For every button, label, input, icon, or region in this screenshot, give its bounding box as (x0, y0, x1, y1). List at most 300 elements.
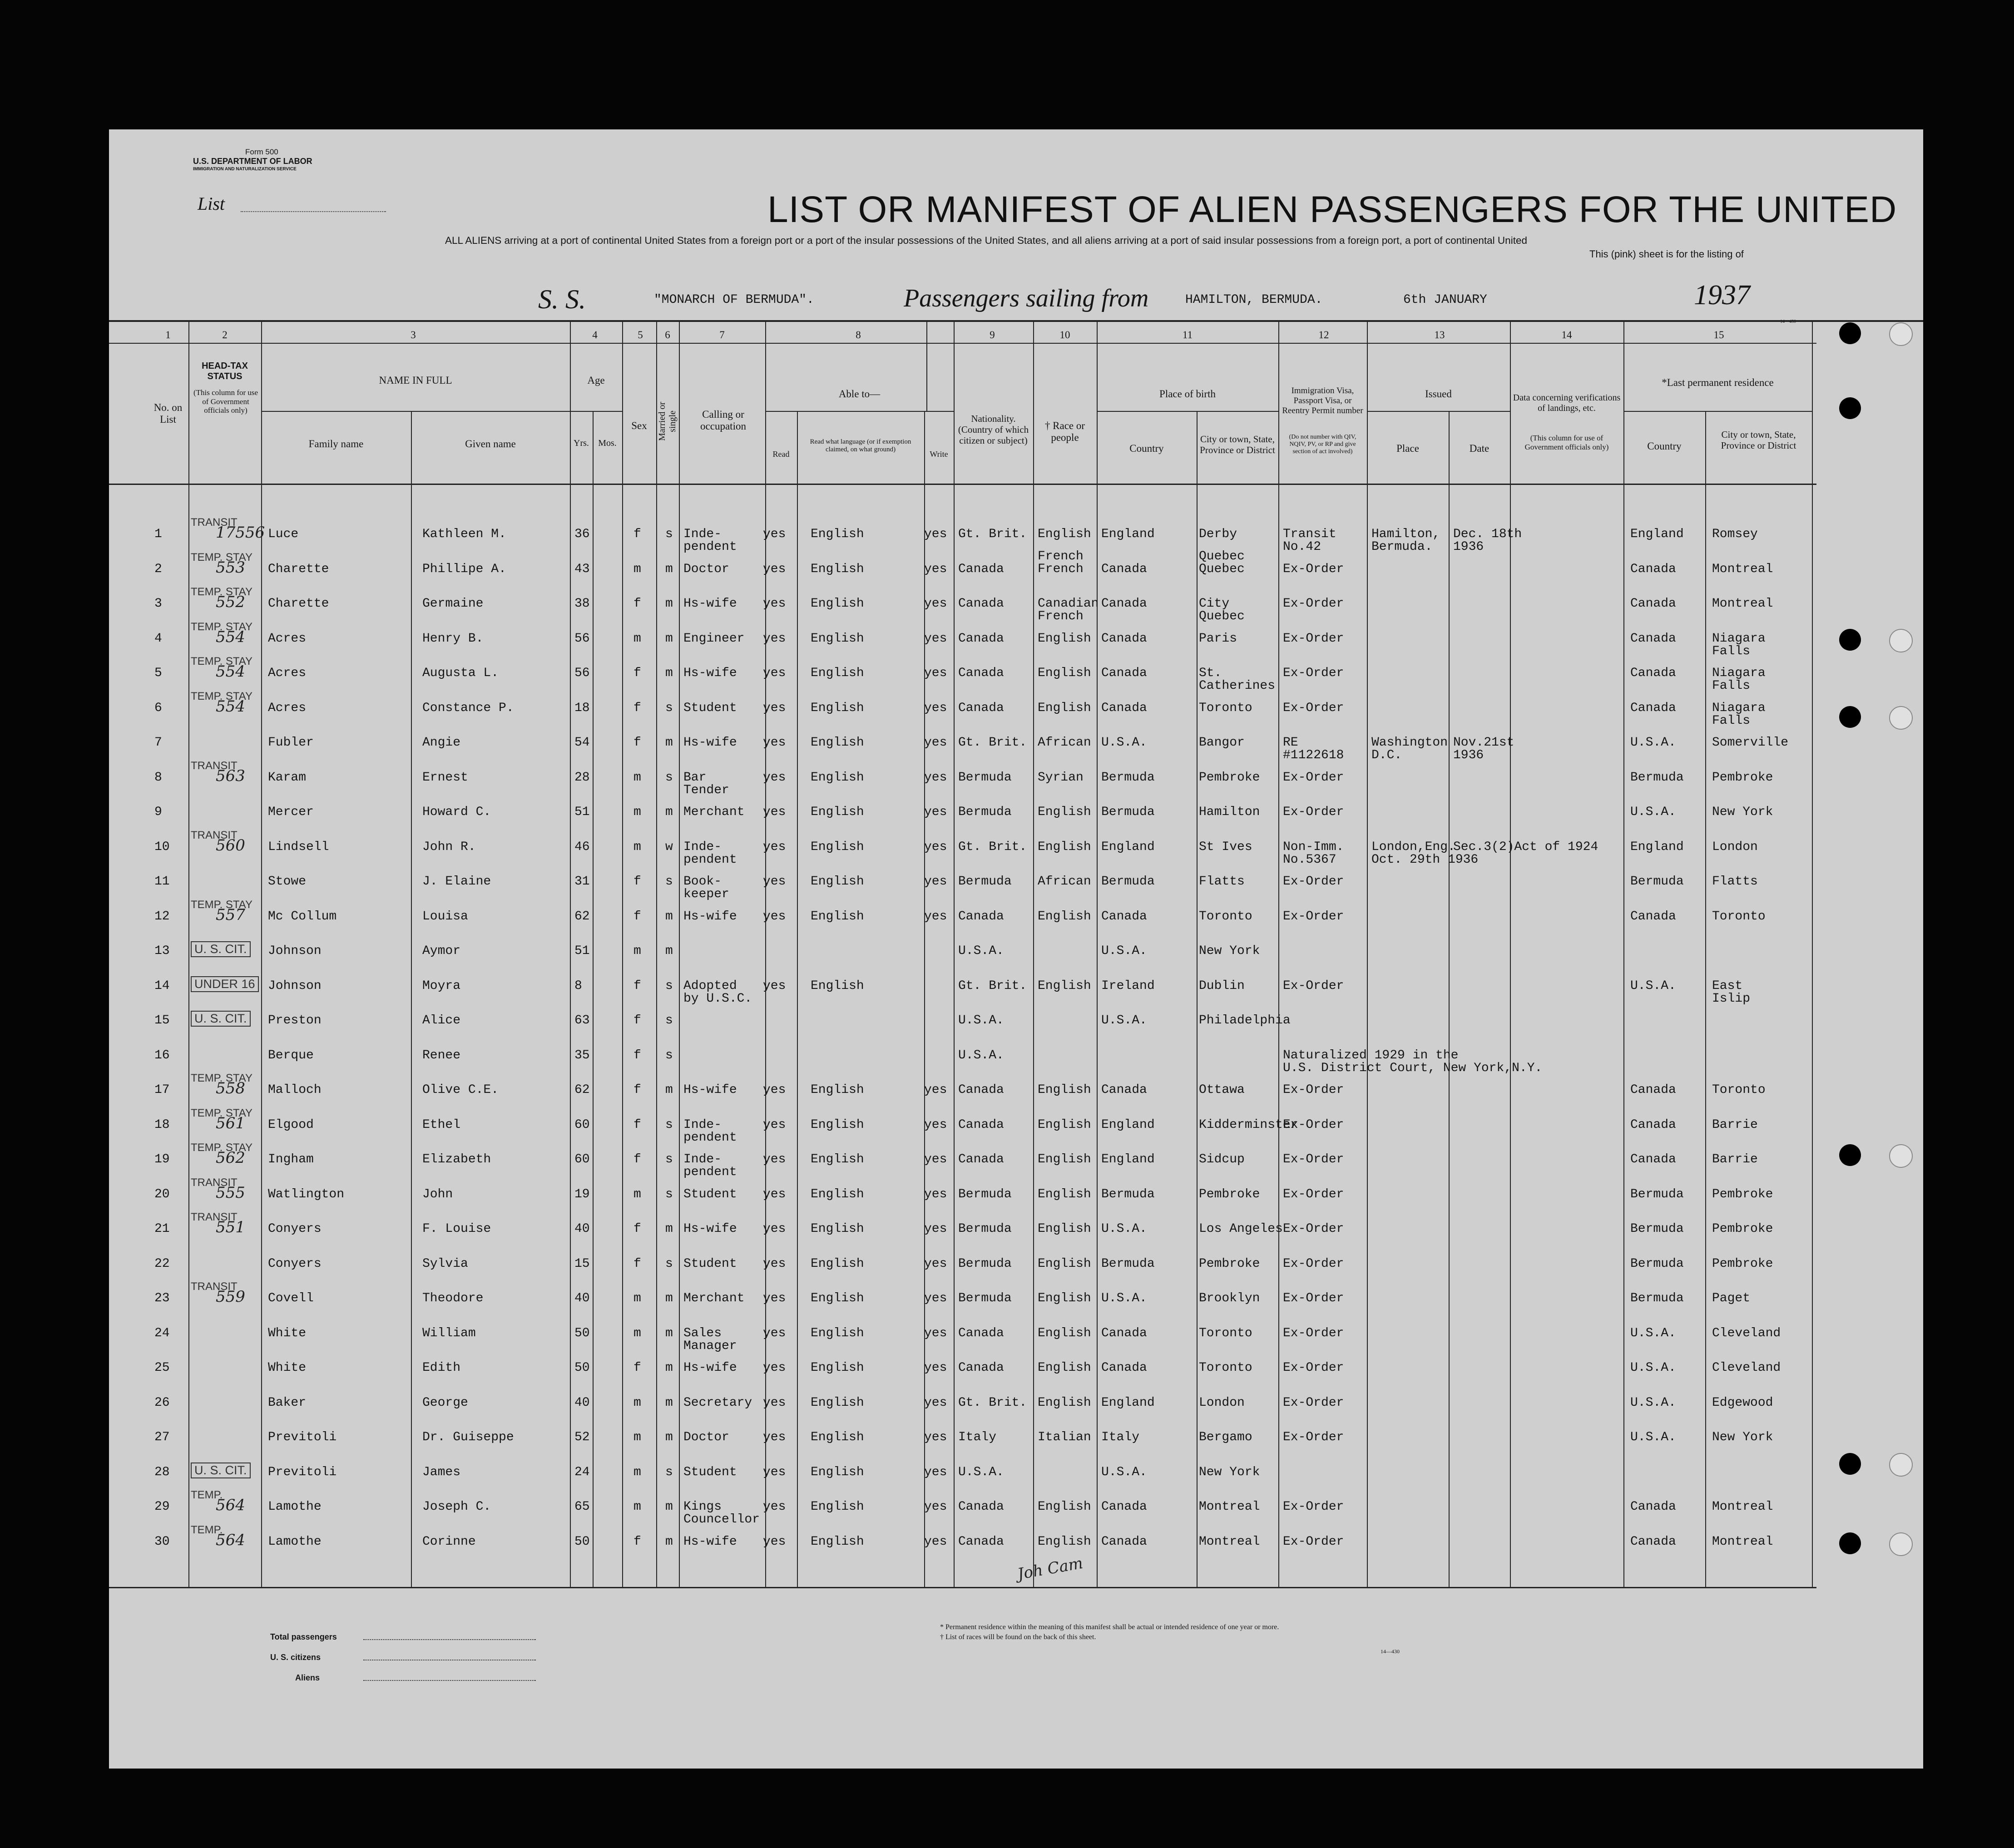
marital-status: m (665, 944, 673, 958)
binder-hole (1839, 1453, 1861, 1475)
residence-city: Niagara (1712, 666, 1766, 680)
nationality: Gt. Brit. (958, 527, 1027, 541)
nationality: U.S.A. (958, 1465, 1004, 1479)
footer-dots (363, 1680, 536, 1681)
marital-status: m (665, 1326, 673, 1340)
occupation-line-2: Councellor (683, 1512, 760, 1527)
residence-city: Pembroke (1712, 1222, 1773, 1236)
residence-country: Canada (1630, 666, 1676, 680)
residence-city: Toronto (1712, 909, 1766, 924)
birth-country: Bermuda (1101, 770, 1155, 785)
race: Canadian (1038, 597, 1099, 611)
sex: f (633, 909, 641, 924)
residence-city: Paget (1712, 1291, 1751, 1305)
visa-number: Ex-Order (1283, 1291, 1344, 1305)
age-years: 28 (574, 770, 590, 785)
family-name: Watlington (268, 1187, 345, 1201)
issued-place-line-2: Bermuda. (1371, 540, 1433, 554)
given-name: Dr. Guiseppe (422, 1430, 514, 1444)
family-name: Acres (268, 701, 307, 715)
occupation: Hs-wife (683, 666, 737, 680)
family-name: Conyers (268, 1222, 322, 1236)
sex: f (633, 1222, 641, 1236)
colnum: 8 (856, 329, 861, 341)
head-tax-stamp: TRANSIT (191, 1176, 238, 1189)
head-tax-number: 559 (216, 1288, 245, 1306)
colnum: 7 (719, 329, 725, 341)
birth-country: Canada (1101, 562, 1147, 576)
marital-status: m (665, 1291, 673, 1305)
residence-city: Montreal (1712, 597, 1773, 611)
sex: f (633, 1048, 641, 1062)
birth-city: Hamilton (1199, 805, 1260, 819)
can-read: yes (763, 1152, 786, 1166)
header-married: Married or single (657, 401, 678, 441)
residence-city: Pembroke (1712, 1256, 1773, 1271)
marital-status: m (665, 1083, 673, 1097)
birth-city: New York (1199, 944, 1260, 958)
header-head-tax-note: (This column for use of Government officials only) (193, 388, 258, 415)
residence-city-line-2: Islip (1712, 991, 1751, 1006)
can-read: yes (763, 1291, 786, 1305)
age-years: 52 (574, 1430, 590, 1444)
birth-city: Derby (1199, 527, 1237, 541)
can-write: yes (924, 562, 947, 576)
marital-status: m (665, 736, 673, 750)
marital-status: s (665, 1152, 673, 1166)
family-name: Mercer (268, 805, 314, 819)
birth-city: City (1199, 597, 1230, 611)
occupation-line-2: Tender (683, 783, 729, 797)
residence-city: Barrie (1712, 1152, 1758, 1166)
birth-country: U.S.A. (1101, 736, 1147, 750)
family-name: Preston (268, 1013, 322, 1028)
birth-city: Toronto (1199, 1326, 1252, 1340)
residence-country: U.S.A. (1630, 1430, 1676, 1444)
birth-city-line-2: Catherines (1199, 679, 1276, 693)
row-number: 2 (154, 562, 162, 576)
family-name: Acres (268, 666, 307, 680)
occupation: Student (683, 1187, 737, 1201)
row-number: 12 (154, 909, 170, 924)
colnum: 3 (411, 329, 416, 341)
head-tax-number: 557 (216, 905, 245, 924)
visa-number: Ex-Order (1283, 631, 1344, 646)
nationality: Canada (958, 1152, 1004, 1166)
row-number: 8 (154, 770, 162, 785)
residence-city: East (1712, 978, 1743, 993)
colnum: 9 (990, 329, 995, 341)
row-number: 9 (154, 805, 162, 819)
nationality: Canada (958, 562, 1004, 576)
race: French (1038, 562, 1084, 576)
binder-hole (1839, 322, 1861, 344)
read-language: English (811, 1500, 864, 1514)
given-name: Corinne (422, 1534, 476, 1549)
header-landings-note: (This column for use of Government officials only) (1524, 434, 1609, 451)
can-write: yes (924, 527, 947, 541)
birth-country: U.S.A. (1101, 944, 1147, 958)
table-row (109, 898, 1923, 932)
can-write: yes (924, 840, 947, 854)
colnum: 10 (1059, 329, 1070, 341)
given-name: Renee (422, 1048, 461, 1062)
head-tax-stamp: TEMP. (191, 1523, 223, 1536)
residence-country: England (1630, 527, 1684, 541)
residence-country: Canada (1630, 1083, 1676, 1097)
head-tax-number: 17556 (216, 524, 265, 542)
header-read-lang: Read what language (or if exemption claimed, on what ground) (810, 438, 911, 454)
read-language: English (811, 770, 864, 785)
given-name: Alice (422, 1013, 461, 1028)
residence-city: Edgewood (1712, 1395, 1773, 1410)
birth-country: Canada (1101, 1361, 1147, 1375)
table-top-rule (109, 320, 1923, 322)
table-row (109, 1523, 1923, 1557)
age-years: 43 (574, 562, 590, 576)
age-years: 19 (574, 1187, 590, 1201)
given-name: John R. (422, 840, 476, 854)
nationality: Canada (958, 631, 1004, 646)
age-years: 8 (574, 978, 582, 993)
given-name: Louisa (422, 909, 468, 924)
can-write: yes (924, 909, 947, 924)
race: English (1038, 1395, 1091, 1410)
head-tax-stamp: TEMP. STAY (191, 655, 253, 667)
family-name: Baker (268, 1395, 307, 1410)
residence-city: New York (1712, 1430, 1773, 1444)
birth-city: Sidcup (1199, 1152, 1245, 1166)
family-name: White (268, 1361, 307, 1375)
age-years: 40 (574, 1222, 590, 1236)
can-write: yes (924, 1291, 947, 1305)
age-years: 36 (574, 527, 590, 541)
birth-city: Quebec (1199, 562, 1245, 576)
marital-status: s (665, 770, 673, 785)
marital-status: s (665, 875, 673, 889)
birth-city: Toronto (1199, 701, 1252, 715)
head-tax-stamp: TEMP. (191, 1489, 223, 1501)
birth-country: Canada (1101, 1500, 1147, 1514)
nationality: Canada (958, 1326, 1004, 1340)
can-write: yes (924, 1534, 947, 1549)
visa-number: Ex-Order (1283, 1326, 1344, 1340)
head-tax-stamp: TEMP. STAY (191, 586, 253, 598)
row-number: 16 (154, 1048, 170, 1062)
age-years: 63 (574, 1013, 590, 1028)
nationality: U.S.A. (958, 1048, 1004, 1062)
row-number: 14 (154, 978, 170, 993)
colnum: 14 (1561, 329, 1572, 341)
table-row (109, 1210, 1923, 1245)
can-write: yes (924, 1222, 947, 1236)
family-name: Malloch (268, 1083, 322, 1097)
residence-country: U.S.A. (1630, 805, 1676, 819)
birth-country: Italy (1101, 1430, 1140, 1444)
row-number: 19 (154, 1152, 170, 1166)
family-name: Acres (268, 631, 307, 646)
read-language: English (811, 1187, 864, 1201)
residence-city: Montreal (1712, 1500, 1773, 1514)
visa-number: Transit (1283, 527, 1336, 541)
ship-name: "MONARCH OF BERMUDA". (654, 293, 814, 307)
row-number: 5 (154, 666, 162, 680)
sex: m (633, 562, 641, 576)
read-language: English (811, 736, 864, 750)
occupation: Student (683, 1256, 737, 1271)
marital-status: s (665, 1013, 673, 1028)
can-read: yes (763, 1256, 786, 1271)
sex: m (633, 631, 641, 646)
read-language: English (811, 1083, 864, 1097)
sailing-date: 6th JANUARY (1403, 293, 1487, 307)
nationality: Canada (958, 597, 1004, 611)
residence-country: England (1630, 840, 1684, 854)
given-name: Moyra (422, 978, 461, 993)
can-write: yes (924, 701, 947, 715)
binder-hole-light (1889, 322, 1913, 346)
residence-country: Canada (1630, 562, 1676, 576)
table-row (109, 1280, 1923, 1314)
sex: f (633, 1361, 641, 1375)
can-read: yes (763, 562, 786, 576)
residence-country: Bermuda (1630, 1256, 1684, 1271)
sex: f (633, 597, 641, 611)
race: English (1038, 805, 1091, 819)
sex: m (633, 1291, 641, 1305)
marital-status: s (665, 1117, 673, 1132)
colnum: 1 (165, 329, 171, 341)
age-years: 50 (574, 1534, 590, 1549)
nationality: Canada (958, 1361, 1004, 1375)
read-language: English (811, 805, 864, 819)
header-head-tax: HEAD-TAX STATUS (202, 361, 248, 381)
family-name: White (268, 1326, 307, 1340)
head-tax-number: 554 (216, 662, 245, 681)
occupation-line-2: Manager (683, 1339, 737, 1353)
sailing-label: Passengers sailing from (904, 284, 1149, 312)
header-landings: Data concerning verifications of landings, etc. (1513, 393, 1621, 413)
table-row (109, 1384, 1923, 1418)
residence-city: Romsey (1712, 527, 1758, 541)
nationality: Bermuda (958, 1187, 1012, 1201)
subtitle-line-1: ALL ALIENS arriving at a port of continental United States from a foreign port or a port of the insular possessions of the United States, and all aliens arriving at a port of said insular possessions from a foreign port, a port of continental United (445, 235, 1527, 246)
visa-number: Ex-Order (1283, 701, 1344, 715)
head-tax-stamp: TEMP. STAY (191, 620, 253, 633)
row-number: 6 (154, 701, 162, 715)
family-name: Fubler (268, 736, 314, 750)
read-language: English (811, 1465, 864, 1479)
can-write: yes (924, 1395, 947, 1410)
marital-status: s (665, 1048, 673, 1062)
birth-country: U.S.A. (1101, 1291, 1147, 1305)
birth-city: Kidderminster (1199, 1117, 1298, 1132)
occupation-line-2: pendent (683, 540, 737, 554)
footer-note-1: * Permanent residence within the meaning of this manifest shall be actual or intended residence of one year or more. (940, 1623, 1279, 1631)
nationality: Bermuda (958, 1256, 1012, 1271)
occupation: Hs-wife (683, 736, 737, 750)
can-read: yes (763, 736, 786, 750)
residence-city-line-2: Falls (1712, 679, 1751, 693)
residence-country: Bermuda (1630, 1291, 1684, 1305)
race: English (1038, 1222, 1091, 1236)
table-row (109, 585, 1923, 623)
birth-country: Canada (1101, 701, 1147, 715)
row-number: 17 (154, 1083, 170, 1097)
residence-country: Bermuda (1630, 1222, 1684, 1236)
sex: m (633, 1395, 641, 1410)
age-years: 50 (574, 1326, 590, 1340)
nationality: Canada (958, 1500, 1004, 1514)
visa-number: Ex-Order (1283, 805, 1344, 819)
form-number: Form 500 (245, 148, 278, 156)
nationality: Gt. Brit. (958, 978, 1027, 993)
read-language: English (811, 1291, 864, 1305)
row-number: 29 (154, 1500, 170, 1514)
can-write: yes (924, 1500, 947, 1514)
age-years: 54 (574, 736, 590, 750)
birth-city: Los Angeles (1199, 1222, 1283, 1236)
header-race: † Race or people (1044, 420, 1085, 444)
can-read: yes (763, 1083, 786, 1097)
occupation: Inde- (683, 1152, 722, 1166)
row-number: 21 (154, 1222, 170, 1236)
head-tax-number: 553 (216, 558, 245, 577)
header-res-country: Country (1647, 440, 1682, 452)
birth-country: Canada (1101, 631, 1147, 646)
can-read: yes (763, 666, 786, 680)
table-row (109, 932, 1923, 967)
nationality: Gt. Brit. (958, 840, 1027, 854)
occupation: Student (683, 701, 737, 715)
row-number: 25 (154, 1361, 170, 1375)
residence-city: Montreal (1712, 562, 1773, 576)
sex: f (633, 875, 641, 889)
departure-port: HAMILTON, BERMUDA. (1185, 293, 1323, 307)
binder-hole (1839, 1532, 1861, 1554)
birth-country: Bermuda (1101, 1256, 1155, 1271)
given-name: William (422, 1326, 476, 1340)
row-number: 30 (154, 1534, 170, 1549)
visa-number: Ex-Order (1283, 1152, 1344, 1166)
header-given-name: Given name (465, 438, 516, 450)
given-name: Elizabeth (422, 1152, 491, 1166)
header-last-residence: *Last permanent residence (1662, 377, 1774, 388)
sex: m (633, 1187, 641, 1201)
residence-city: Pembroke (1712, 770, 1773, 785)
marital-status: s (665, 701, 673, 715)
can-read: yes (763, 597, 786, 611)
occupation-line-2: pendent (683, 852, 737, 867)
head-tax-number: 554 (216, 628, 245, 646)
head-tax-stamp: TEMP. STAY (191, 898, 253, 911)
head-tax-number: 561 (216, 1114, 245, 1132)
sex: f (633, 1013, 641, 1028)
family-name: Lamothe (268, 1500, 322, 1514)
visa-number: Ex-Order (1283, 597, 1344, 611)
birth-city: Bergamo (1199, 1430, 1252, 1444)
visa-number: Ex-Order (1283, 666, 1344, 680)
row-number: 26 (154, 1395, 170, 1410)
family-name: Previtoli (268, 1465, 337, 1479)
residence-country: Bermuda (1630, 875, 1684, 889)
head-tax-number: 564 (216, 1496, 245, 1514)
nationality: Canada (958, 1083, 1004, 1097)
can-read: yes (763, 1500, 786, 1514)
birth-city: St Ives (1199, 840, 1252, 854)
given-name: Joseph C. (422, 1500, 491, 1514)
read-language: English (811, 666, 864, 680)
header-family-name: Family name (308, 438, 364, 450)
age-years: 62 (574, 909, 590, 924)
family-name: Karam (268, 770, 307, 785)
residence-country: Canada (1630, 701, 1676, 715)
residence-city: Niagara (1712, 631, 1766, 646)
occupation: Engineer (683, 631, 745, 646)
header-issued-date: Date (1469, 443, 1489, 454)
age-years: 15 (574, 1256, 590, 1271)
birth-city: Montreal (1199, 1534, 1260, 1549)
occupation: Inde- (683, 527, 722, 541)
race: English (1038, 1152, 1091, 1166)
sex: m (633, 1430, 641, 1444)
occupation-line-2: keeper (683, 887, 729, 901)
sailing-year: 1937 (1694, 280, 1750, 311)
colnum: 13 (1434, 329, 1445, 341)
footer-code: 14—430 (1381, 1648, 1400, 1655)
occupation: Kings (683, 1500, 722, 1514)
visa-number: Ex-Order (1283, 770, 1344, 785)
header-able-to: Able to— (838, 388, 881, 400)
residence-country: U.S.A. (1630, 736, 1676, 750)
family-name: Previtoli (268, 1430, 337, 1444)
binder-hole-light (1889, 629, 1913, 652)
race: English (1038, 978, 1091, 993)
race: Syrian (1038, 770, 1084, 785)
can-write: yes (924, 1430, 947, 1444)
residence-city: Cleveland (1712, 1326, 1781, 1340)
subhead-rule (1097, 411, 1278, 412)
marital-status: m (665, 1534, 673, 1549)
age-years: 51 (574, 805, 590, 819)
birth-country: U.S.A. (1101, 1013, 1147, 1028)
given-name: Howard C. (422, 805, 491, 819)
can-read: yes (763, 1534, 786, 1549)
subhead-rule (1623, 411, 1812, 412)
nationality: Italy (958, 1430, 997, 1444)
table-row (109, 1418, 1923, 1453)
nationality: Gt. Brit. (958, 736, 1027, 750)
read-language: English (811, 527, 864, 541)
birth-city: Bangor (1199, 736, 1245, 750)
visa-number: Ex-Order (1283, 1187, 1344, 1201)
age-years: 60 (574, 1117, 590, 1132)
visa-number: Ex-Order (1283, 1395, 1344, 1410)
race: English (1038, 840, 1091, 854)
row-number: 10 (154, 840, 170, 854)
occupation: Bar (683, 770, 707, 785)
head-tax-number: 551 (216, 1218, 245, 1236)
read-language: English (811, 840, 864, 854)
residence-country: Canada (1630, 1152, 1676, 1166)
nationality: Bermuda (958, 770, 1012, 785)
nationality: Canada (958, 701, 1004, 715)
header-no-on-list: No. on List (153, 402, 183, 425)
row-number: 3 (154, 597, 162, 611)
row-number: 27 (154, 1430, 170, 1444)
issued-date: Sec.3(2)Act of 1924 (1453, 840, 1598, 854)
subhead-rule (570, 411, 622, 412)
